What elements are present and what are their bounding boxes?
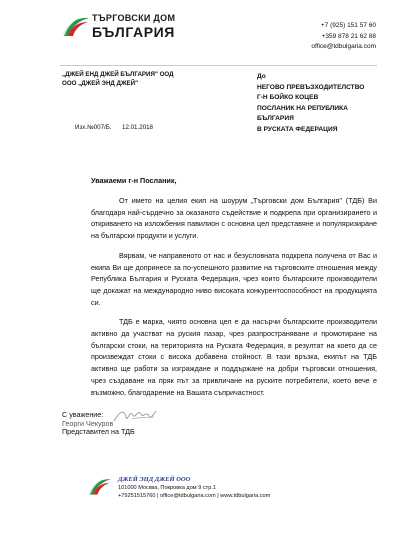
paragraph: Вярвам, че направеното от нас и безусловната подкрепа получена от Вас и екипа Ви ще допринесе за по-успешното развитие на търговските отношения между Република България и Руската Федерация, чрез които българските производители ще докажат на международно ниво високата конкурентоспособност на продукцията си. [91, 250, 377, 307]
company-logo [62, 12, 192, 48]
addressee-line: НЕГОВО ПРЕВЪЗХОДИТЕЛСТВО [257, 83, 365, 91]
addressee-block [257, 72, 364, 136]
footer-address: 101000 Москва, Покровка дом 9 стр.1 [118, 485, 217, 491]
brand-subtitle: ТЪРГОВСКИ ДОМ [92, 13, 176, 23]
footer-company: ДЖЕЙ ЭНД ДЖЕЙ ООО [118, 476, 191, 483]
footer-flag-swoosh-icon [87, 476, 113, 498]
footer-block [118, 476, 270, 500]
sender-block [62, 71, 174, 88]
addressee-line: Г-Н БОЙКО КОЦЕВ [257, 94, 319, 102]
bulgarian-flag-swoosh-icon [62, 14, 90, 40]
addressee-line: В РУСКАТА ФЕДЕРАЦИЯ [257, 125, 338, 133]
handwritten-signature [112, 405, 158, 427]
letter-body [91, 195, 377, 406]
footer-contacts: +79251515760 | office@tdbulgaria.com | www.tdbulgaria.com [118, 493, 271, 499]
closing-regards: С уважение: [62, 410, 104, 419]
brand-title: БЪЛГАРИЯ [92, 24, 175, 40]
addressee-line: БЪЛГАРИЯ [257, 115, 294, 123]
header-divider [60, 65, 377, 66]
header-contacts [311, 21, 376, 53]
paragraph: От името на целия екип на шоурум „Търговски дом България" (ТДБ) Ви благодаря най-сърдечно за оказаното съдействие и подкрепа при организирането и откриването на изложбения павилион с основна цел представяне и популяризиране на български продукти и услуги. [91, 196, 377, 241]
sender-line: „ДЖЕЙ ЕНД ДЖЕЙ БЪЛГАРИЯ" ООД [62, 71, 174, 78]
reference-date: 12.01.2018 [122, 124, 153, 131]
signatory-name: Георги Чекуров [62, 418, 114, 428]
addressee-line: ПОСЛАНИК НА РЕПУБЛИКА [257, 104, 348, 112]
reference-number: Изх.№007/Б. [75, 124, 112, 131]
phone-1: +7 (925) 151 57 60 [320, 22, 376, 29]
paragraph: ТДБ е марка, чиято основна цел е да насърчи българските производители активно да участват на руския пазар, чрез разпространяване и промотиране на български стоки, на територията на Руската Федерация, в резултат на което да се произвеждат стоки с висока добавена стойност. В тази връзка, екипът на ТДБ активно ще работи за изграждане и поддържане на добри търговски отношения, чрез създаване на пряк път за привличане на руските потребители, което вече е възможно, благодарение на Вашата съпричастност. [91, 317, 377, 397]
addressee-line: До [257, 73, 266, 80]
salutation: Уважаеми г-н Посланик, [91, 176, 177, 185]
reference-line [75, 124, 153, 131]
phone-2: +359 878 21 62 88 [321, 32, 376, 40]
signatory-title: Представител на ТДБ [62, 427, 135, 436]
sender-line: ООО „ДЖЕЙ ЭНД ДЖЕЙ" [62, 79, 139, 87]
email: office@tdbulgaria.com [311, 43, 376, 50]
